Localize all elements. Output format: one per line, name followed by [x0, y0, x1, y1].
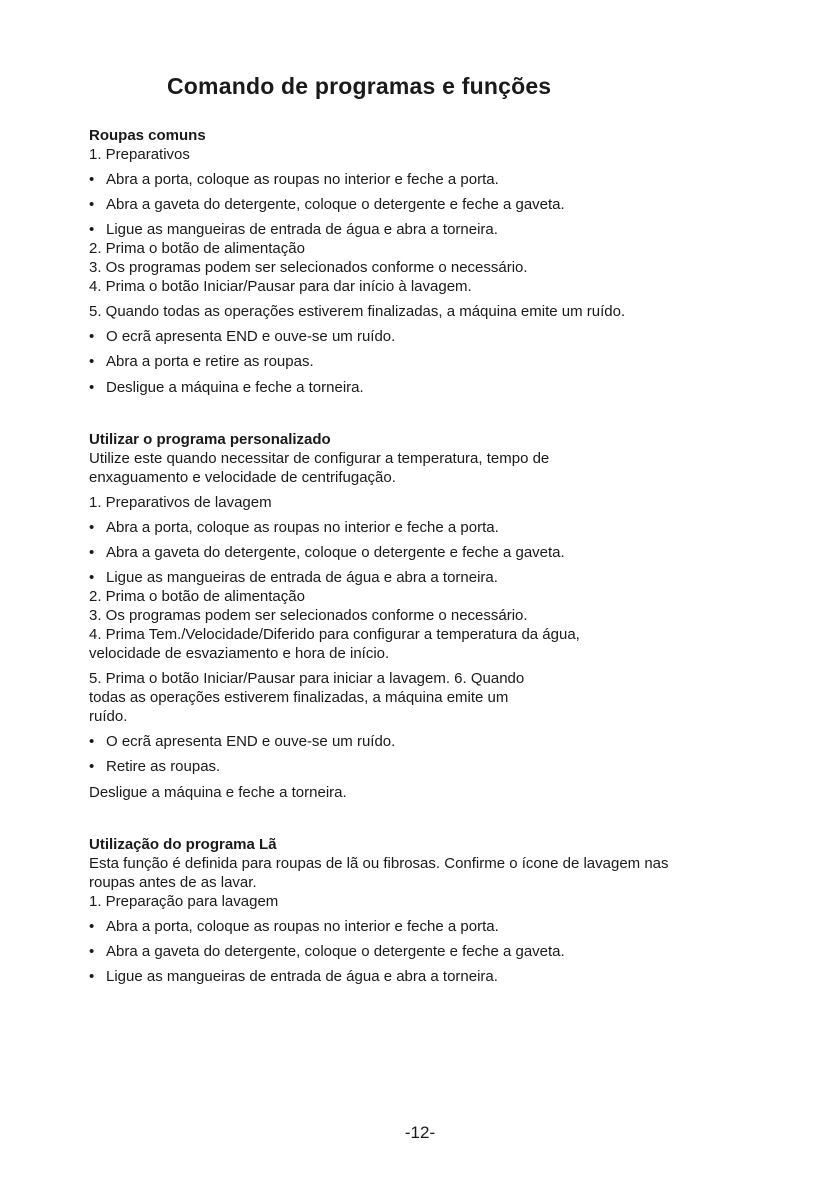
bullet-item: • Abra a gaveta do detergente, coloque o detergente e feche a gaveta. — [89, 943, 789, 961]
step-item: 3. Os programas podem ser selecionados conforme o necessário. — [89, 607, 528, 624]
bullet-item: • O ecrã apresenta END e ouve-se um ruído. — [89, 328, 789, 346]
step-item: 2. Prima o botão de alimentação — [89, 240, 305, 257]
section-roupas-comuns — [89, 127, 789, 397]
paragraph-line: Esta função é definida para roupas de lã ou fibrosas. Confirme o ícone de lavagem nas — [89, 855, 669, 872]
bullet-item: • Abra a porta, coloque as roupas no interior e feche a porta. — [89, 918, 789, 936]
step-item: 3. Os programas podem ser selecionados conforme o necessário. — [89, 259, 528, 276]
step-item: 5. Prima o botão Iniciar/Pausar para iniciar a lavagem. 6. Quando — [89, 670, 525, 687]
page-number: -12- — [404, 1123, 436, 1142]
section-programa-la — [89, 836, 789, 986]
paragraph-line: roupas antes de as lavar. — [89, 874, 257, 891]
bullet-item: • Ligue as mangueiras de entrada de água e abra a torneira. — [89, 569, 789, 587]
paragraph-line: Desligue a máquina e feche a torneira. — [89, 784, 347, 801]
step-item: velocidade de esvaziamento e hora de início. — [89, 645, 390, 662]
bullet-item: • Ligue as mangueiras de entrada de água e abra a torneira. — [89, 968, 789, 986]
bullet-item: • Abra a porta, coloque as roupas no interior e feche a porta. — [89, 171, 789, 189]
step-item: 2. Prima o botão de alimentação — [89, 588, 305, 605]
section-heading: Roupas comuns — [89, 127, 206, 144]
step-item: 1. Preparação para lavagem — [89, 893, 279, 910]
bullet-item: • Abra a porta, coloque as roupas no interior e feche a porta. — [89, 519, 789, 537]
step-item: 1. Preparativos — [89, 146, 190, 163]
step-item: 4. Prima Tem./Velocidade/Diferido para configurar a temperatura da água, — [89, 626, 580, 643]
section-programa-personalizado — [89, 431, 789, 802]
paragraph-line: enxaguamento e velocidade de centrifugação. — [89, 469, 396, 486]
section-heading: Utilização do programa Lã — [89, 836, 277, 853]
step-item: 4. Prima o botão Iniciar/Pausar para dar início à lavagem. — [89, 278, 472, 295]
section-heading: Utilizar o programa personalizado — [89, 431, 331, 448]
bullet-item: • Abra a porta e retire as roupas. — [89, 353, 789, 371]
bullet-item: • Abra a gaveta do detergente, coloque o detergente e feche a gaveta. — [89, 196, 789, 214]
step-item: todas as operações estiverem finalizadas, a máquina emite um — [89, 689, 509, 706]
step-item: ruído. — [89, 708, 128, 725]
bullet-item: • O ecrã apresenta END e ouve-se um ruído. — [89, 733, 789, 751]
step-item: 5. Quando todas as operações estiverem finalizadas, a máquina emite um ruído. — [89, 303, 626, 320]
bullet-item: • Retire as roupas. — [89, 758, 789, 776]
bullet-item: • Abra a gaveta do detergente, coloque o detergente e feche a gaveta. — [89, 544, 789, 562]
page-title: Comando de programas e funções — [167, 73, 552, 99]
step-item: 1. Preparativos de lavagem — [89, 494, 272, 511]
bullet-item: • Ligue as mangueiras de entrada de água e abra a torneira. — [89, 221, 789, 239]
paragraph-line: Utilize este quando necessitar de configurar a temperatura, tempo de — [89, 450, 550, 467]
bullet-item: • Desligue a máquina e feche a torneira. — [89, 379, 789, 397]
